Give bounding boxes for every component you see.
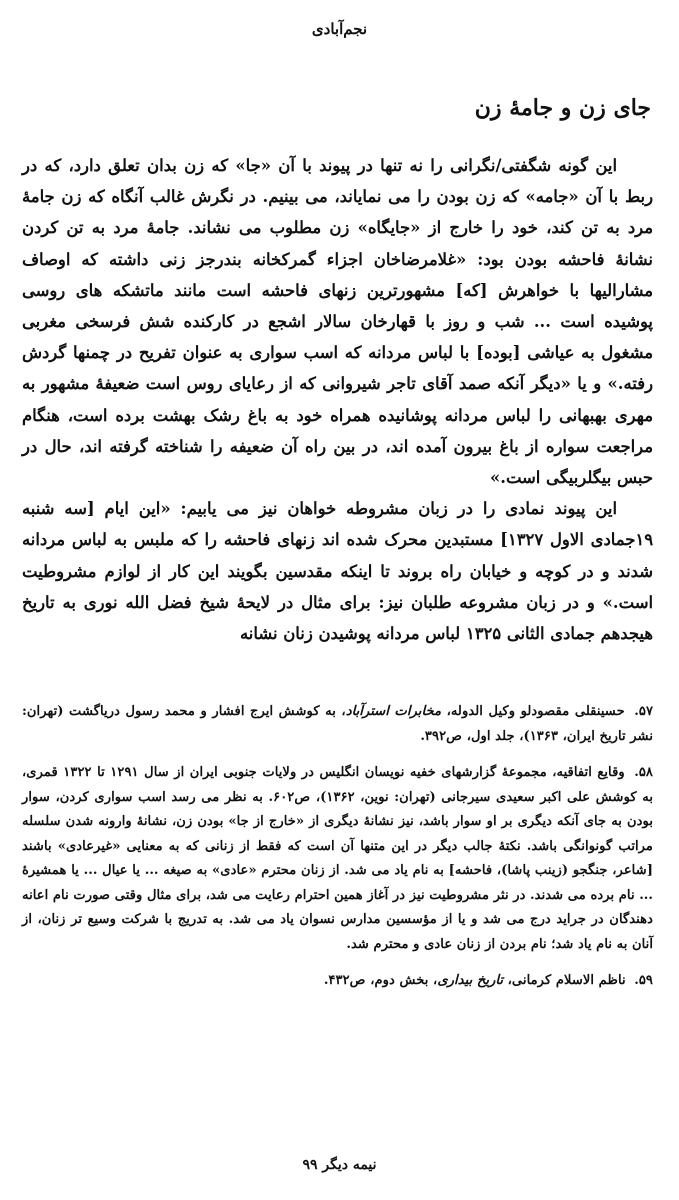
footnote-divider bbox=[22, 692, 657, 693]
footnote-number: ۵۸. bbox=[634, 765, 654, 780]
footnote-text: وقایع اتفاقیه، مجموعهٔ گزارشهای خفیه نویسان انگلیس در ولایات جنوبی ایران از سال ۱۲۹۱ تا ۱۳۲۲ قمری، به کوشش علی اکبر سعیدی سیرجانی (تهران: نوین، ۱۳۶۲)، ص۶۰۲. به نظر می رسد اسب سواری کردن، سوار بودن به جای آنکه دیگری بر او سوار باشد، نیز نشانهٔ دیگری از «خارج از جا» بودن زن، نشانهٔ وارونه شدن سلسله مراتب گونوانگی باشد. نکتهٔ جالب دیگر در این متنها آن است که فقط از زنانی که به معنایی «غیرعادی» باشند [شاعر، جنگجو (زینب پاشا)، فاحشه] به نام یاد می شد. از زنان محترم «عادی» به صیغه ... یا عیال ... یا همشیرهٔ ... نام برده می شدند. در نثر مشروطیت نیز در آغاز همین احترام رعایت می شد، برای مثال وقتی صورت نام اعانه دهندگان در جراید درج می شد و یا از مؤسسین مدارس نسوان یاد می شد. به تدریج با شرکت وسیع تر زنان، از آنان به نام یاد شد؛ نام بردن از زنان عادی و محترم شد. bbox=[22, 765, 653, 952]
running-foot: نیمه دیگر ۹۹ bbox=[302, 1157, 377, 1173]
footnote-text: حسینقلی مقصودلو وکیل الدوله، bbox=[446, 704, 625, 719]
footnote-number: ۵۹. bbox=[634, 973, 653, 988]
footnote-number: ۵۷. bbox=[634, 704, 654, 719]
body-paragraph: این گونه شگفتی/نگرانی را نه تنها در پیوند با آن «جا» که زن بدان تعلق دارد، که در ربط با آن «جامه» که زن بودن را می نمایاند، می بینیم. در نگرش غالب آنگاه که زن جامهٔ مرد به تن کند، خود را خارج از «جایگاه» زن مطلوب می نشاند. جامهٔ مرد به تن کردن نشانهٔ فاحشه بودن بود: «غلامرضاخان اجزاء گمرکخانه بندرجز زنی داشته که اوصاف مشارالیها با خواهرش [که] مشهورترین زنهای فاحشه است مانند ماتشکه های روسی پوشیده است ... شب و روز با قهارخان سالار اشجع در کارکنده شش فرسخی مغربی مشغول به عیاشی [بوده] با لباس مردانه که اسب سواری به عنوان تفریح در چمنها گردش رفته.» و یا «دیگر آنکه صمد آقای تاجر شیروانی که از رعایای روس است ضعیفهٔ مشهور به مهری بهبهانی را لباس مردانه پوشانیده همراه خود به باغ رشک بهشت برده است، هنگام مراجعت سواره از باغ بیرون آمده اند، در بین راه آن ضعیفه را شناخته گرفته اند، حال در حبس بیگلربیگی است.» bbox=[22, 156, 653, 488]
footnote-text: ، بخش دوم، ص۴۳۲. bbox=[323, 973, 438, 988]
body-text bbox=[22, 150, 653, 649]
footnote-title: تاریخ بیداری bbox=[437, 973, 504, 988]
footnote bbox=[22, 700, 653, 749]
footnote-text: ، به کوشش ایرج افشار و محمد رسول دریاگشت (تهران: نشر تاریخ ایران، ۱۳۶۳)، جلد اول، ص۳۹۲. bbox=[22, 704, 653, 744]
body-paragraph: این پیوند نمادی را در زبان مشروطه خواهان نیز می یابیم: «این ایام [سه شنبه ۱۹جمادی الاول ۱۳۲۷] مستبدین محرک شده اند زنهای فاحشه را که ملبس به لباس مردانه شدند و در کوچه و خیابان راه بروند تا اینکه مقدسین بگویند این کار از لوازم مشروطیت است.» و در زبان مشروعه طلبان نیز: برای مثال در لایحهٔ شیخ فضل الله نوری به تاریخ هیجدهم جمادی الثانی ۱۳۲۵ لباس مردانه پوشیدن زنان نشانه bbox=[22, 499, 653, 644]
footnote-text: ناظم الاسلام کرمانی، bbox=[507, 973, 626, 988]
footnotes bbox=[22, 700, 653, 1006]
running-head: نجم‌آبادی bbox=[311, 20, 368, 38]
footnote-title: مخابرات استرآباد bbox=[345, 704, 442, 719]
footnote bbox=[22, 969, 653, 994]
section-title: جای زن و جامهٔ زن bbox=[474, 95, 651, 121]
footnote bbox=[22, 761, 653, 957]
